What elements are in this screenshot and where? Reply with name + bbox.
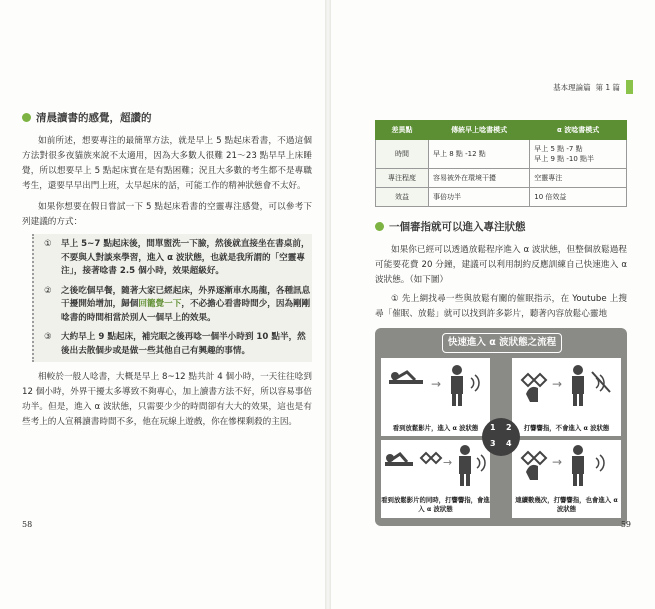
suggestion-box <box>32 234 312 362</box>
suggestion-item <box>44 238 312 279</box>
step-panel-4 <box>512 440 621 518</box>
step-caption: 看到放鬆影片的同時，打響響指，會進入 α 波狀態 <box>381 496 490 513</box>
highlighted-text: 回籠覺一下 <box>138 299 182 309</box>
section-heading <box>375 219 627 234</box>
section-title: 清晨讀書的感覺，超讚的 <box>36 112 152 124</box>
svg-text:→: → <box>552 455 563 469</box>
item-number: ③ <box>44 332 52 342</box>
step-caption: 打響響指，不會進入 α 波狀態 <box>523 424 610 432</box>
item-text-part: 之後吃個早餐，隨著大家已經起床，外界逐漸車水馬龍，各種訊息干擾開始增加，歸個 <box>61 285 311 309</box>
section-title: 一個審指就可以進入專注狀態 <box>389 221 526 233</box>
section-heading <box>22 110 312 125</box>
suggestion-item <box>44 331 312 358</box>
step-number: 1 <box>490 423 496 432</box>
table-cell: 10 倍效益 <box>530 188 627 207</box>
svg-text:→: → <box>431 377 442 391</box>
step-panel-2 <box>512 358 621 436</box>
step-number: 4 <box>506 439 512 448</box>
step-panel-3 <box>381 440 490 518</box>
table-row <box>376 188 627 207</box>
right-page <box>375 80 627 526</box>
snap-finger-alpha-icon <box>512 440 621 494</box>
table-cell: 早上 8 點 -12 點 <box>429 140 530 169</box>
step-number: 2 <box>506 423 512 432</box>
table-cell: 容易被外在環境干擾 <box>429 169 530 188</box>
comparison-table <box>375 120 627 207</box>
chapter-tab-marker <box>626 80 633 94</box>
table-header-row <box>376 121 627 140</box>
snap-finger-no-alpha-icon <box>512 358 621 420</box>
green-bullet-icon <box>22 113 31 122</box>
table-cell: 早上 5 點 -7 點 早上 9 點 -10 點半 <box>530 140 627 169</box>
table-header: α 波唸書模式 <box>530 121 627 140</box>
chapter-label: 第 1 篇 <box>595 82 620 92</box>
green-bullet-icon <box>375 222 384 231</box>
page-number-right: 59 <box>620 520 631 529</box>
step-caption: 連續數幾次，打響響指，也會進入 α 波狀態 <box>515 496 618 513</box>
relaxing-video-person-icon <box>381 358 490 420</box>
video-plus-snap-icon <box>381 440 490 494</box>
table-cell: 空靈專注 <box>530 169 627 188</box>
svg-text:→: → <box>443 456 453 469</box>
step-panel-1 <box>381 358 490 436</box>
book-spine <box>325 0 331 609</box>
step-caption: 看到放鬆影片，進入 α 波狀態 <box>392 424 479 432</box>
flow-diagram <box>375 328 627 526</box>
item-text: 早上 5~7 點起床後，間單盥洗一下臉，然後就直接坐在書桌前，不要與人對談來學習，進入 α 波狀態，也就是我所謂的「空靈專注」，接著唸書 2.5 個小時，效果超級好。 <box>61 239 310 276</box>
left-page <box>22 110 312 430</box>
svg-text:→: → <box>552 377 563 391</box>
page-number-left: 58 <box>22 520 33 529</box>
item-text-part: ，不必擔心看書時間少，因為剛剛唸書的時間相當於別人一個早上的效果。 <box>61 299 311 323</box>
suggestion-item <box>44 285 312 326</box>
item-text: 大約早上 9 點起床，補完眠之後再唸一個半小時到 10 點半，然後出去散個步或是做一些其他自己有興趣的事情。 <box>61 332 306 356</box>
step-number: 3 <box>490 439 496 448</box>
item-number: ① <box>44 239 52 249</box>
table-header: 傳統早上唸書模式 <box>429 121 530 140</box>
item-text <box>61 285 312 326</box>
table-header: 差異點 <box>376 121 429 140</box>
paragraph: 如果你想要在假日嘗試一下 5 點起床看書的空靈專注感覺，可以參考下列建議的方式： <box>22 202 312 227</box>
table-cell: 事倍功半 <box>429 188 530 207</box>
table-cell: 時間 <box>376 140 429 169</box>
step-number-circle <box>482 418 520 456</box>
item-number: ② <box>44 285 52 296</box>
diagram-title: 快速進入 α 波狀態之流程 <box>442 333 562 353</box>
table-cell: 效益 <box>376 188 429 207</box>
paragraph: 相較於一般人唸書，大概是早上 8~12 點共計 4 個小時，一天往往唸到 12 個小時，外界干擾太多導致不夠專心，加上讀書方法不好，所以容易事倍功半。但是，進入 α 波狀態，只需要少少的時間卻有大大的效果，這也是有些考上的人宣稱讀書時間不多，他在玩線上遊戲，你在慘棵剩殺的主因。 <box>22 372 312 427</box>
paragraph: ① 先上網找尋一些與放鬆有關的催眠指示，在 Youtube 上搜尋「催眠、放鬆」就可以找到許多影片，聽著內容放鬆心靈地 <box>375 294 627 319</box>
table-row <box>376 140 627 169</box>
paragraph: 如前所述，想要專注的最簡單方法，就是早上 5 點起床看書，不過這個方法對很多夜貓族來說不太適用，因為大多數人很難 21～23 點早早上床睡覺，所以想要早上 5 點起床實在是有點困難；況且大多數的考生都不是專職考生，還要早早出門上班，太早起床的話，可能工作的精神狀態會不太好。 <box>22 136 312 191</box>
table-row <box>376 169 627 188</box>
running-head-text: 基本理論篇 <box>553 82 591 92</box>
table-cell: 專注程度 <box>376 169 429 188</box>
paragraph: 如果你已經可以透過放鬆程序進入 α 波狀態，但整個放鬆過程可能要花費 20 分鐘，建議可以利用制約反應訓練自己快速進入 α 波狀態。（如下圖） <box>375 245 627 285</box>
